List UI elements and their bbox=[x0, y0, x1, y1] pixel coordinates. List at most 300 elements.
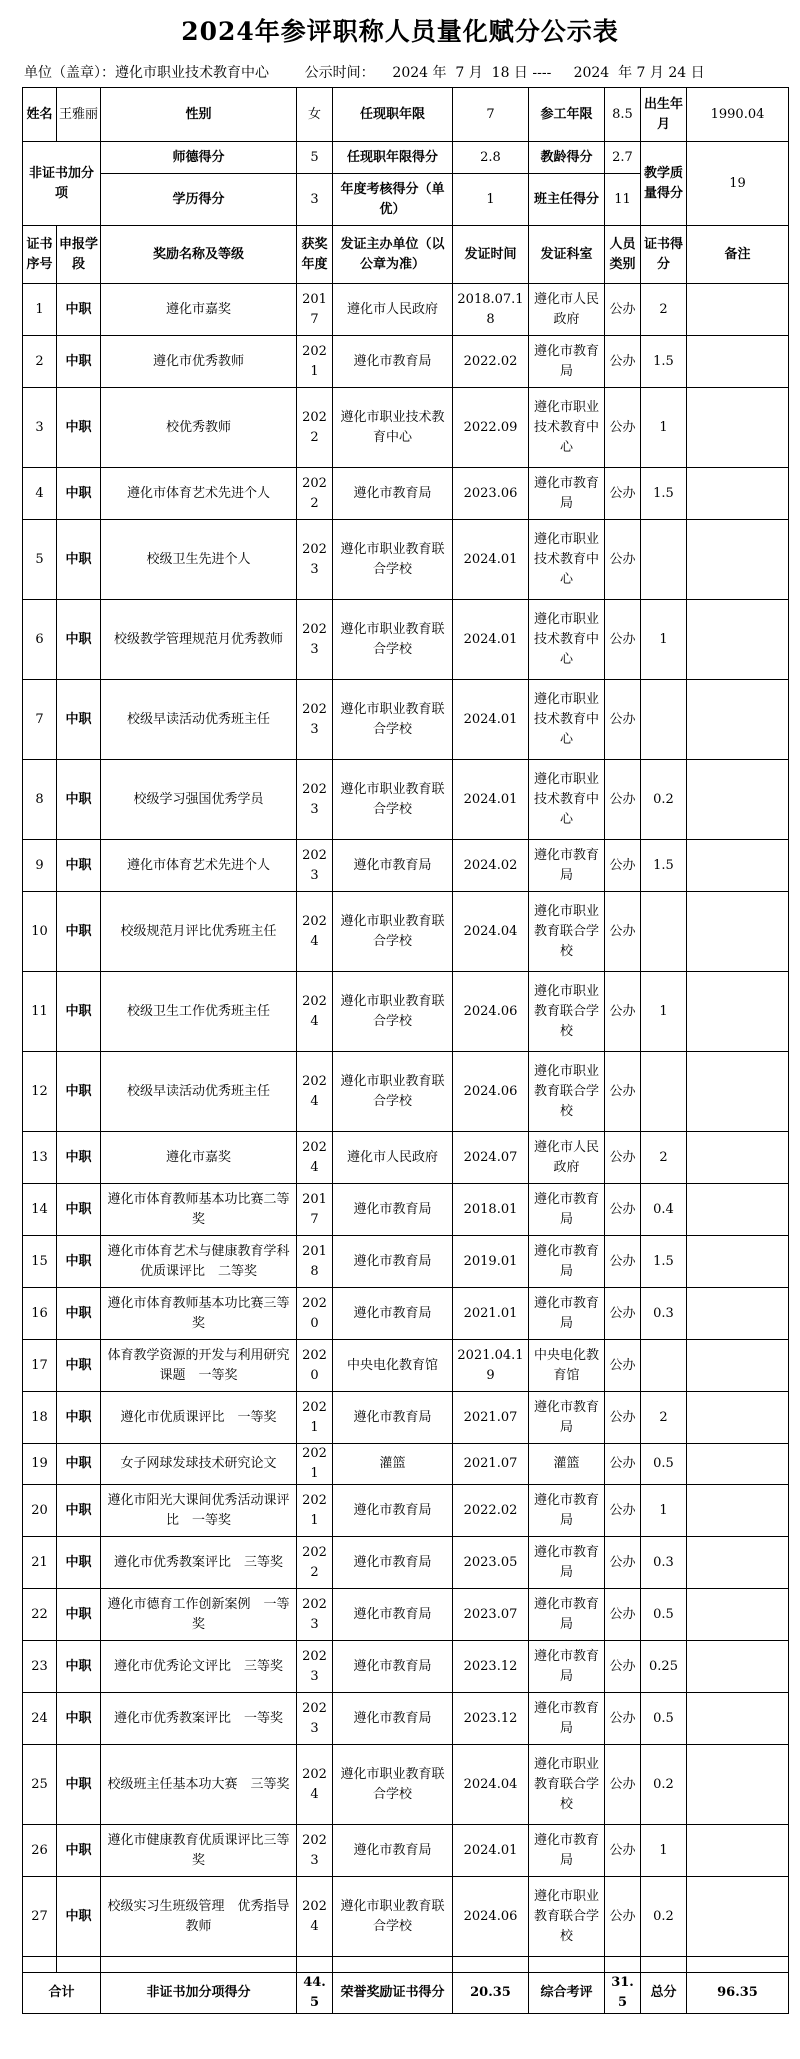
level-cell: 中职 bbox=[57, 1340, 101, 1392]
cert-score-cell: 0.5 bbox=[641, 1444, 687, 1485]
issue-date-cell: 2024.06 bbox=[453, 1877, 529, 1957]
remark-cell bbox=[687, 1641, 789, 1693]
remark-cell bbox=[687, 1877, 789, 1957]
level-cell: 中职 bbox=[57, 1485, 101, 1537]
blank-cell bbox=[101, 1957, 297, 1973]
cert-score-cell: 0.2 bbox=[641, 1745, 687, 1825]
issuing-dept-cell: 遵化市教育局 bbox=[529, 336, 605, 388]
issuing-dept-cell: 遵化市教育局 bbox=[529, 1485, 605, 1537]
remark-cell bbox=[687, 1132, 789, 1184]
award-name-cell: 遵化市德育工作创新案例 一等奖 bbox=[101, 1589, 297, 1641]
total-value: 96.35 bbox=[687, 1973, 789, 2014]
cert-no-cell: 18 bbox=[23, 1392, 57, 1444]
personnel-type-cell: 公办 bbox=[605, 1288, 641, 1340]
cert-no-cell: 20 bbox=[23, 1485, 57, 1537]
cert-score-cell: 0.5 bbox=[641, 1589, 687, 1641]
level-cell: 中职 bbox=[57, 1693, 101, 1745]
cert-no-cell: 17 bbox=[23, 1340, 57, 1392]
issuing-dept-cell: 遵化市人民政府 bbox=[529, 1132, 605, 1184]
remark-cell bbox=[687, 520, 789, 600]
table-row bbox=[23, 1052, 789, 1132]
blank-cell bbox=[605, 1957, 641, 1973]
issuing-dept-cell: 遵化市职业教育联合学校 bbox=[529, 972, 605, 1052]
cert-no-cell: 26 bbox=[23, 1825, 57, 1877]
issue-date-cell: 2024.01 bbox=[453, 520, 529, 600]
level-cell: 中职 bbox=[57, 680, 101, 760]
col-header-note: 备注 bbox=[687, 226, 789, 284]
table-row bbox=[23, 680, 789, 760]
table-row bbox=[23, 1392, 789, 1444]
table-row bbox=[23, 760, 789, 840]
table-row bbox=[23, 1132, 789, 1184]
table-row bbox=[23, 1444, 789, 1485]
level-cell: 中职 bbox=[57, 520, 101, 600]
personnel-type-cell: 公办 bbox=[605, 840, 641, 892]
remark-cell bbox=[687, 1589, 789, 1641]
level-cell: 中职 bbox=[57, 1641, 101, 1693]
remark-cell bbox=[687, 600, 789, 680]
cert-no-cell: 21 bbox=[23, 1537, 57, 1589]
level-cell: 中职 bbox=[57, 1745, 101, 1825]
award-year-cell: 2023 bbox=[297, 520, 333, 600]
issue-date-cell: 2018.07.18 bbox=[453, 284, 529, 336]
award-name-cell: 校级早读活动优秀班主任 bbox=[101, 680, 297, 760]
award-name-cell: 校级规范月评比优秀班主任 bbox=[101, 892, 297, 972]
award-name-cell: 遵化市体育教师基本功比赛三等奖 bbox=[101, 1288, 297, 1340]
table-row bbox=[23, 1340, 789, 1392]
cert-no-cell: 8 bbox=[23, 760, 57, 840]
cert-score-cell: 1.5 bbox=[641, 840, 687, 892]
award-name-cell: 校级实习生班级管理 优秀指导教师 bbox=[101, 1877, 297, 1957]
personnel-type-cell: 公办 bbox=[605, 600, 641, 680]
table-row bbox=[23, 1877, 789, 1957]
level-cell: 中职 bbox=[57, 1589, 101, 1641]
award-name-cell: 遵化市嘉奖 bbox=[101, 1132, 297, 1184]
publicity-to: 2024 年 7 月 24 日 bbox=[573, 65, 705, 81]
table-row bbox=[23, 1184, 789, 1236]
issuing-dept-cell: 遵化市教育局 bbox=[529, 1641, 605, 1693]
cert-score-cell bbox=[641, 520, 687, 600]
level-cell: 中职 bbox=[57, 760, 101, 840]
cert-score-cell: 1.5 bbox=[641, 336, 687, 388]
table-row bbox=[23, 468, 789, 520]
cert-no-cell: 11 bbox=[23, 972, 57, 1052]
award-year-cell: 2017 bbox=[297, 1184, 333, 1236]
bonus-row-1 bbox=[23, 142, 789, 174]
col-header-type: 人员类别 bbox=[605, 226, 641, 284]
issue-date-cell: 2021.07 bbox=[453, 1444, 529, 1485]
personnel-type-cell: 公办 bbox=[605, 1641, 641, 1693]
issue-date-cell: 2024.07 bbox=[453, 1132, 529, 1184]
issuing-dept-cell: 遵化市职业技术教育中心 bbox=[529, 388, 605, 468]
award-name-cell: 遵化市优秀论文评比 三等奖 bbox=[101, 1641, 297, 1693]
award-year-cell: 2024 bbox=[297, 1745, 333, 1825]
issuing-dept-cell: 遵化市职业教育联合学校 bbox=[529, 892, 605, 972]
issuer-cell: 遵化市职业教育联合学校 bbox=[333, 1745, 453, 1825]
class-teacher-label: 班主任得分 bbox=[529, 174, 605, 226]
award-year-cell: 2020 bbox=[297, 1288, 333, 1340]
issue-date-cell: 2024.06 bbox=[453, 1052, 529, 1132]
col-header-issuer: 发证主办单位（以公章为准） bbox=[333, 226, 453, 284]
issue-date-cell: 2022.02 bbox=[453, 1485, 529, 1537]
cert-no-cell: 3 bbox=[23, 388, 57, 468]
table-row bbox=[23, 1825, 789, 1877]
table-row bbox=[23, 892, 789, 972]
award-year-cell: 2021 bbox=[297, 336, 333, 388]
cert-score-cell: 0.3 bbox=[641, 1288, 687, 1340]
award-year-cell: 2023 bbox=[297, 1693, 333, 1745]
class-teacher-value: 11 bbox=[605, 174, 641, 226]
personnel-type-cell: 公办 bbox=[605, 284, 641, 336]
table-row bbox=[23, 600, 789, 680]
issue-date-cell: 2021.04.19 bbox=[453, 1340, 529, 1392]
issuer-cell: 遵化市教育局 bbox=[333, 1641, 453, 1693]
level-cell: 中职 bbox=[57, 1052, 101, 1132]
award-name-cell: 遵化市优秀教案评比 一等奖 bbox=[101, 1693, 297, 1745]
award-year-cell: 2023 bbox=[297, 840, 333, 892]
award-name-cell: 体育教学资源的开发与利用研究课题 一等奖 bbox=[101, 1340, 297, 1392]
tenure-label: 任现职年限 bbox=[333, 88, 453, 142]
unit-label: 单位（盖章）： bbox=[24, 65, 115, 81]
issuer-cell: 中央电化教育馆 bbox=[333, 1340, 453, 1392]
issuer-cell: 遵化市教育局 bbox=[333, 1589, 453, 1641]
honor-total-label: 荣誉奖励证书得分 bbox=[333, 1973, 453, 2014]
table-row bbox=[23, 1745, 789, 1825]
col-header-year: 获奖年度 bbox=[297, 226, 333, 284]
ethics-label: 师德得分 bbox=[101, 142, 297, 174]
award-name-cell: 校级教学管理规范月优秀教师 bbox=[101, 600, 297, 680]
award-year-cell: 2024 bbox=[297, 1877, 333, 1957]
personnel-type-cell: 公办 bbox=[605, 1877, 641, 1957]
meta-line bbox=[24, 62, 794, 82]
total-label: 总分 bbox=[641, 1973, 687, 2014]
cert-no-cell: 7 bbox=[23, 680, 57, 760]
remark-cell bbox=[687, 336, 789, 388]
personnel-type-cell: 公办 bbox=[605, 520, 641, 600]
gender-label: 性别 bbox=[101, 88, 297, 142]
education-label: 学历得分 bbox=[101, 174, 297, 226]
issuing-dept-cell: 遵化市职业技术教育中心 bbox=[529, 760, 605, 840]
award-name-cell: 校级卫生工作优秀班主任 bbox=[101, 972, 297, 1052]
remark-cell bbox=[687, 1184, 789, 1236]
blank-cell bbox=[529, 1957, 605, 1973]
col-header-award: 奖励名称及等级 bbox=[101, 226, 297, 284]
birth-value: 1990.04 bbox=[687, 88, 789, 142]
issuing-dept-cell: 遵化市教育局 bbox=[529, 1392, 605, 1444]
award-name-cell: 女子网球发球技术研究论文 bbox=[101, 1444, 297, 1485]
bonus-total-value: 44.5 bbox=[297, 1973, 333, 2014]
issuing-dept-cell: 遵化市教育局 bbox=[529, 468, 605, 520]
issue-date-cell: 2024.01 bbox=[453, 1825, 529, 1877]
remark-cell bbox=[687, 388, 789, 468]
award-name-cell: 遵化市优秀教案评比 三等奖 bbox=[101, 1537, 297, 1589]
annual-value: 1 bbox=[453, 174, 529, 226]
cert-no-cell: 5 bbox=[23, 520, 57, 600]
personnel-type-cell: 公办 bbox=[605, 1236, 641, 1288]
teaching-age-value: 2.7 bbox=[605, 142, 641, 174]
overall-value: 31.5 bbox=[605, 1973, 641, 2014]
award-name-cell: 遵化市嘉奖 bbox=[101, 284, 297, 336]
cert-no-cell: 22 bbox=[23, 1589, 57, 1641]
issuer-cell: 遵化市职业教育联合学校 bbox=[333, 1877, 453, 1957]
publicity-label: 公示时间： bbox=[304, 65, 375, 81]
document-title: 2024年参评职称人员量化赋分公示表 bbox=[181, 17, 619, 46]
cert-no-cell: 2 bbox=[23, 336, 57, 388]
level-cell: 中职 bbox=[57, 1392, 101, 1444]
issue-date-cell: 2022.02 bbox=[453, 336, 529, 388]
issue-date-cell: 2024.01 bbox=[453, 760, 529, 840]
cert-score-cell bbox=[641, 1052, 687, 1132]
issuer-cell: 遵化市教育局 bbox=[333, 1236, 453, 1288]
table-row bbox=[23, 284, 789, 336]
cert-score-cell: 1 bbox=[641, 600, 687, 680]
ethics-value: 5 bbox=[297, 142, 333, 174]
column-header-row bbox=[23, 226, 789, 284]
issuer-cell: 遵化市教育局 bbox=[333, 468, 453, 520]
level-cell: 中职 bbox=[57, 600, 101, 680]
cert-no-cell: 24 bbox=[23, 1693, 57, 1745]
remark-cell bbox=[687, 1444, 789, 1485]
level-cell: 中职 bbox=[57, 1537, 101, 1589]
issue-date-cell: 2024.01 bbox=[453, 680, 529, 760]
personnel-type-cell: 公办 bbox=[605, 1485, 641, 1537]
table-row bbox=[23, 1485, 789, 1537]
bonus-total-label: 非证书加分项得分 bbox=[101, 1973, 297, 2014]
issuing-dept-cell: 遵化市职业教育联合学校 bbox=[529, 1877, 605, 1957]
remark-cell bbox=[687, 1236, 789, 1288]
award-year-cell: 2023 bbox=[297, 600, 333, 680]
unit-value: 遵化市职业技术教育中心 bbox=[115, 65, 269, 81]
cert-no-cell: 23 bbox=[23, 1641, 57, 1693]
issuing-dept-cell: 遵化市教育局 bbox=[529, 1184, 605, 1236]
personnel-type-cell: 公办 bbox=[605, 680, 641, 760]
award-year-cell: 2023 bbox=[297, 1825, 333, 1877]
level-cell: 中职 bbox=[57, 1288, 101, 1340]
cert-no-cell: 15 bbox=[23, 1236, 57, 1288]
award-year-cell: 2024 bbox=[297, 1052, 333, 1132]
award-year-cell: 2022 bbox=[297, 1537, 333, 1589]
table-row bbox=[23, 972, 789, 1052]
blank-cell bbox=[23, 1957, 57, 1973]
award-name-cell: 遵化市健康教育优质课评比三等奖 bbox=[101, 1825, 297, 1877]
level-cell: 中职 bbox=[57, 1877, 101, 1957]
issuing-dept-cell: 遵化市教育局 bbox=[529, 1693, 605, 1745]
cert-no-cell: 16 bbox=[23, 1288, 57, 1340]
level-cell: 中职 bbox=[57, 972, 101, 1052]
award-year-cell: 2021 bbox=[297, 1444, 333, 1485]
award-year-cell: 2022 bbox=[297, 468, 333, 520]
level-cell: 中职 bbox=[57, 892, 101, 972]
tenure-value: 7 bbox=[453, 88, 529, 142]
issue-date-cell: 2023.12 bbox=[453, 1641, 529, 1693]
cert-score-cell bbox=[641, 680, 687, 760]
issuing-dept-cell: 遵化市教育局 bbox=[529, 1537, 605, 1589]
cert-no-cell: 10 bbox=[23, 892, 57, 972]
cert-no-cell: 19 bbox=[23, 1444, 57, 1485]
cert-score-cell: 1 bbox=[641, 972, 687, 1052]
level-cell: 中职 bbox=[57, 1184, 101, 1236]
issuer-cell: 遵化市职业教育联合学校 bbox=[333, 680, 453, 760]
issuer-cell: 遵化市职业教育联合学校 bbox=[333, 760, 453, 840]
issuing-dept-cell: 遵化市职业技术教育中心 bbox=[529, 520, 605, 600]
issuing-dept-cell: 灌篮 bbox=[529, 1444, 605, 1485]
table-row bbox=[23, 840, 789, 892]
remark-cell bbox=[687, 680, 789, 760]
award-year-cell: 2023 bbox=[297, 1641, 333, 1693]
blank-cell bbox=[641, 1957, 687, 1973]
tenure-score-value: 2.8 bbox=[453, 142, 529, 174]
gender-value: 女 bbox=[297, 88, 333, 142]
issuing-dept-cell: 遵化市教育局 bbox=[529, 1236, 605, 1288]
award-name-cell: 遵化市优秀教师 bbox=[101, 336, 297, 388]
table-row bbox=[23, 388, 789, 468]
cert-no-cell: 6 bbox=[23, 600, 57, 680]
issuing-dept-cell: 中央电化教育馆 bbox=[529, 1340, 605, 1392]
cert-score-cell: 2 bbox=[641, 1132, 687, 1184]
info-row bbox=[23, 88, 789, 142]
level-cell: 中职 bbox=[57, 1132, 101, 1184]
award-name-cell: 遵化市阳光大课间优秀活动课评比 一等奖 bbox=[101, 1485, 297, 1537]
remark-cell bbox=[687, 1392, 789, 1444]
issue-date-cell: 2018.01 bbox=[453, 1184, 529, 1236]
personnel-type-cell: 公办 bbox=[605, 1392, 641, 1444]
issuer-cell: 遵化市教育局 bbox=[333, 1288, 453, 1340]
cert-score-cell: 1.5 bbox=[641, 1236, 687, 1288]
award-year-cell: 2017 bbox=[297, 284, 333, 336]
level-cell: 中职 bbox=[57, 1444, 101, 1485]
issue-date-cell: 2023.07 bbox=[453, 1589, 529, 1641]
cert-score-cell: 1 bbox=[641, 1825, 687, 1877]
cert-score-cell: 0.2 bbox=[641, 760, 687, 840]
totals-label: 合计 bbox=[23, 1973, 101, 2014]
col-header-level: 申报学段 bbox=[57, 226, 101, 284]
award-year-cell: 2018 bbox=[297, 1236, 333, 1288]
personnel-type-cell: 公办 bbox=[605, 1745, 641, 1825]
personnel-type-cell: 公办 bbox=[605, 1537, 641, 1589]
name-value: 王雅丽 bbox=[57, 88, 101, 142]
issue-date-cell: 2024.04 bbox=[453, 1745, 529, 1825]
publicity-from: 2024 年 7 月 18 日 ---- bbox=[392, 65, 552, 81]
award-year-cell: 2024 bbox=[297, 972, 333, 1052]
blank-cell bbox=[297, 1957, 333, 1973]
remark-cell bbox=[687, 1340, 789, 1392]
issuing-dept-cell: 遵化市人民政府 bbox=[529, 284, 605, 336]
personnel-type-cell: 公办 bbox=[605, 1184, 641, 1236]
teaching-age-label: 教龄得分 bbox=[529, 142, 605, 174]
cert-score-cell: 1.5 bbox=[641, 468, 687, 520]
issuer-cell: 遵化市教育局 bbox=[333, 336, 453, 388]
issuing-dept-cell: 遵化市教育局 bbox=[529, 840, 605, 892]
personnel-type-cell: 公办 bbox=[605, 1340, 641, 1392]
award-name-cell: 遵化市体育艺术与健康教育学科优质课评比 二等奖 bbox=[101, 1236, 297, 1288]
table-row bbox=[23, 520, 789, 600]
issuer-cell: 遵化市职业教育联合学校 bbox=[333, 600, 453, 680]
issuer-cell: 遵化市职业教育联合学校 bbox=[333, 892, 453, 972]
level-cell: 中职 bbox=[57, 284, 101, 336]
col-header-dept: 发证科室 bbox=[529, 226, 605, 284]
table-row bbox=[23, 1537, 789, 1589]
table-row bbox=[23, 1693, 789, 1745]
personnel-type-cell: 公办 bbox=[605, 388, 641, 468]
issue-date-cell: 2021.07 bbox=[453, 1392, 529, 1444]
issuing-dept-cell: 遵化市职业教育联合学校 bbox=[529, 1745, 605, 1825]
cert-score-cell: 0.25 bbox=[641, 1641, 687, 1693]
remark-cell bbox=[687, 1485, 789, 1537]
remark-cell bbox=[687, 972, 789, 1052]
remark-cell bbox=[687, 468, 789, 520]
table-row bbox=[23, 336, 789, 388]
issuer-cell: 遵化市教育局 bbox=[333, 1485, 453, 1537]
cert-no-cell: 4 bbox=[23, 468, 57, 520]
table-row bbox=[23, 1236, 789, 1288]
issuer-cell: 遵化市职业技术教育中心 bbox=[333, 388, 453, 468]
cert-score-cell bbox=[641, 892, 687, 972]
issuer-cell: 遵化市教育局 bbox=[333, 1537, 453, 1589]
issuing-dept-cell: 遵化市教育局 bbox=[529, 1589, 605, 1641]
remark-cell bbox=[687, 1537, 789, 1589]
remark-cell bbox=[687, 284, 789, 336]
issuing-dept-cell: 遵化市教育局 bbox=[529, 1288, 605, 1340]
award-year-cell: 2023 bbox=[297, 760, 333, 840]
award-name-cell: 遵化市体育教师基本功比赛二等奖 bbox=[101, 1184, 297, 1236]
remark-cell bbox=[687, 1693, 789, 1745]
personnel-type-cell: 公办 bbox=[605, 1589, 641, 1641]
level-cell: 中职 bbox=[57, 388, 101, 468]
remark-cell bbox=[687, 840, 789, 892]
cert-score-cell: 0.4 bbox=[641, 1184, 687, 1236]
level-cell: 中职 bbox=[57, 840, 101, 892]
bonus-label: 非证书加分项 bbox=[23, 142, 101, 226]
issuing-dept-cell: 遵化市职业技术教育中心 bbox=[529, 600, 605, 680]
personnel-type-cell: 公办 bbox=[605, 1444, 641, 1485]
level-cell: 中职 bbox=[57, 1236, 101, 1288]
award-name-cell: 校级早读活动优秀班主任 bbox=[101, 1052, 297, 1132]
personnel-type-cell: 公办 bbox=[605, 336, 641, 388]
issuer-cell: 遵化市教育局 bbox=[333, 1693, 453, 1745]
level-cell: 中职 bbox=[57, 336, 101, 388]
issuer-cell: 遵化市人民政府 bbox=[333, 284, 453, 336]
issuing-dept-cell: 遵化市教育局 bbox=[529, 1825, 605, 1877]
blank-row bbox=[23, 1957, 789, 1973]
issue-date-cell: 2023.06 bbox=[453, 468, 529, 520]
col-header-no: 证书序号 bbox=[23, 226, 57, 284]
award-year-cell: 2020 bbox=[297, 1340, 333, 1392]
education-value: 3 bbox=[297, 174, 333, 226]
cert-score-cell: 2 bbox=[641, 284, 687, 336]
remark-cell bbox=[687, 892, 789, 972]
work-years-value: 8.5 bbox=[605, 88, 641, 142]
cert-no-cell: 27 bbox=[23, 1877, 57, 1957]
award-year-cell: 2024 bbox=[297, 1132, 333, 1184]
award-year-cell: 2023 bbox=[297, 680, 333, 760]
award-name-cell: 遵化市优质课评比 一等奖 bbox=[101, 1392, 297, 1444]
quality-label: 教学质量得分 bbox=[641, 142, 687, 226]
cert-score-cell: 1 bbox=[641, 1485, 687, 1537]
cert-no-cell: 9 bbox=[23, 840, 57, 892]
remark-cell bbox=[687, 1825, 789, 1877]
award-name-cell: 校级班主任基本功大赛 三等奖 bbox=[101, 1745, 297, 1825]
personnel-type-cell: 公办 bbox=[605, 892, 641, 972]
cert-score-cell: 1 bbox=[641, 388, 687, 468]
cert-no-cell: 12 bbox=[23, 1052, 57, 1132]
table-row bbox=[23, 1641, 789, 1693]
birth-label: 出生年月 bbox=[641, 88, 687, 142]
issue-date-cell: 2021.01 bbox=[453, 1288, 529, 1340]
issuer-cell: 遵化市职业教育联合学校 bbox=[333, 520, 453, 600]
cert-no-cell: 25 bbox=[23, 1745, 57, 1825]
personnel-type-cell: 公办 bbox=[605, 972, 641, 1052]
overall-label: 综合考评 bbox=[529, 1973, 605, 2014]
